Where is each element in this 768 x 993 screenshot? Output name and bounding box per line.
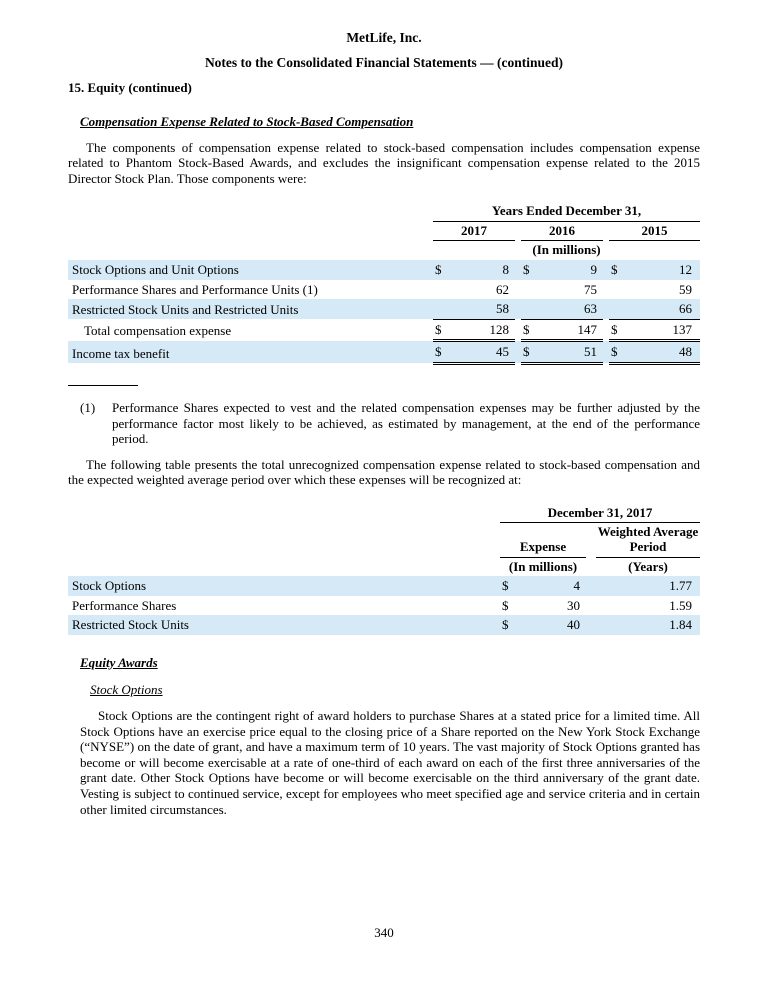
- table-row: [68, 299, 700, 319]
- table-units-row: [68, 241, 700, 260]
- year-column-header: 2017: [433, 221, 515, 241]
- footnote-1: [80, 400, 700, 447]
- row-label: Total compensation expense: [84, 323, 232, 339]
- cell-value: 62: [496, 281, 509, 297]
- row-label: Restricted Stock Units: [68, 615, 500, 635]
- cell-value: 30: [567, 597, 580, 613]
- dollar-sign: $: [521, 319, 537, 341]
- cell-value: 59: [679, 281, 692, 297]
- compensation-expense-table: [68, 202, 700, 365]
- dollar-sign: $: [500, 615, 516, 635]
- table-header-span-row: [68, 202, 700, 221]
- paragraph-stock-options: Stock Options are the contingent right of award holders to purchase Shares at a stated price for a limited time. All Stock Options have an exercise price equal to the closing price of a Share reported on the New York Stock Exchange (“NYSE”) on the date of grant, and have a maximum term of 10 years. The vast majority of Stock Options granted has become or will become exercisable at a rate of one-third of each award on each of the first three anniversaries of the grant date. Other Stock Options have become or will become exercisable on the third anniversary of the grant date. Vesting is subject to continued service, except for employees who meet specified age and service criteria and in certain other limited circumstances.: [80, 708, 700, 817]
- table-header-span-row: [68, 504, 700, 523]
- cell-value: 137: [625, 319, 700, 341]
- subsection-heading-equity-awards: Equity Awards: [80, 654, 158, 670]
- document-subtitle: Notes to the Consolidated Financial Statements — (continued): [204, 55, 564, 71]
- dollar-sign: $: [521, 341, 537, 364]
- cell-value: 63: [537, 299, 603, 319]
- page-number: 340: [374, 925, 394, 941]
- table-row: [68, 341, 700, 364]
- cell-value: 1.84: [596, 615, 700, 635]
- footnote-separator: [68, 385, 138, 386]
- table-span-header: Years Ended December 31,: [433, 202, 700, 221]
- cell-value: 40: [516, 615, 586, 635]
- cell-value: 58: [449, 299, 515, 319]
- subsection-heading-compensation: Compensation Expense Related to Stock-Based Compensation: [80, 113, 414, 129]
- dollar-sign: $: [521, 260, 537, 280]
- dollar-sign: $: [609, 260, 625, 280]
- cell-value: 1.59: [669, 597, 692, 613]
- units-label: (In millions): [532, 242, 601, 258]
- dollar-sign: $: [502, 597, 509, 613]
- table-row-total: [68, 319, 700, 341]
- year-column-header: 2016: [521, 221, 603, 241]
- row-label: Performance Shares: [72, 597, 177, 613]
- dollar-sign: $: [500, 576, 516, 596]
- cell-value: 12: [625, 260, 700, 280]
- row-label: Stock Options: [68, 576, 500, 596]
- expense-column-header: Expense: [500, 523, 586, 557]
- dollar-sign: $: [609, 341, 625, 364]
- table-units-row: [68, 557, 700, 576]
- dollar-sign: $: [433, 260, 449, 280]
- table-row: [68, 260, 700, 280]
- dollar-sign: [521, 299, 537, 319]
- paragraph-compensation-intro: The components of compensation expense related to stock-based compensation includes compensation expense related to Phantom Stock-Based Awards, and excludes the insignificant compensation expense related to the 2015 Director Stock Plan. Those components were:: [68, 139, 700, 186]
- table-row: [68, 280, 700, 300]
- dollar-sign: [521, 280, 537, 300]
- footnote-text: Performance Shares expected to vest and the related compensation expenses may be further adjusted by the performance factor most likely to be achieved, as estimated by management, at the end of the performance period.: [112, 399, 700, 447]
- dollar-sign: $: [433, 341, 449, 364]
- cell-value: 45: [449, 341, 515, 364]
- subsection-heading-stock-options: Stock Options: [90, 682, 163, 698]
- table-span-header: December 31, 2017: [500, 504, 700, 523]
- dollar-sign: [433, 280, 449, 300]
- footnote-marker: (1): [80, 399, 96, 415]
- period-column-header: Weighted Average Period: [596, 523, 700, 557]
- row-label: Performance Shares and Performance Units (1): [72, 281, 318, 297]
- units-label: (Years): [628, 558, 668, 574]
- cell-value: 147: [537, 319, 603, 341]
- table-row: [68, 596, 700, 616]
- units-label: (In millions): [508, 558, 578, 574]
- cell-value: 8: [449, 260, 515, 280]
- table-row: [68, 576, 700, 596]
- cell-value: 48: [625, 341, 700, 364]
- table-year-row: [68, 221, 700, 241]
- row-label: Restricted Stock Units and Restricted Units: [68, 299, 433, 319]
- dollar-sign: $: [433, 319, 449, 341]
- table-row: [68, 615, 700, 635]
- cell-value: 1.77: [596, 576, 700, 596]
- row-label: Income tax benefit: [68, 341, 433, 364]
- cell-value: 66: [625, 299, 700, 319]
- cell-value: 75: [584, 281, 597, 297]
- company-title: MetLife, Inc.: [346, 30, 422, 45]
- section-heading: 15. Equity (continued): [68, 80, 192, 96]
- row-label: Stock Options and Unit Options: [68, 260, 433, 280]
- year-column-header: 2015: [609, 221, 700, 241]
- cell-value: 51: [537, 341, 603, 364]
- dollar-sign: [609, 299, 625, 319]
- dollar-sign: $: [609, 319, 625, 341]
- cell-value: 128: [449, 319, 515, 341]
- paragraph-unrecognized-intro: The following table presents the total unrecognized compensation expense related to stock-based compensation and the expected weighted average period over which these expenses will be recognized at:: [68, 456, 700, 488]
- table-column-header-row: [68, 523, 700, 557]
- cell-value: 9: [537, 260, 603, 280]
- dollar-sign: [433, 299, 449, 319]
- dollar-sign: [609, 280, 625, 300]
- cell-value: 4: [516, 576, 586, 596]
- unrecognized-expense-table: [68, 504, 700, 635]
